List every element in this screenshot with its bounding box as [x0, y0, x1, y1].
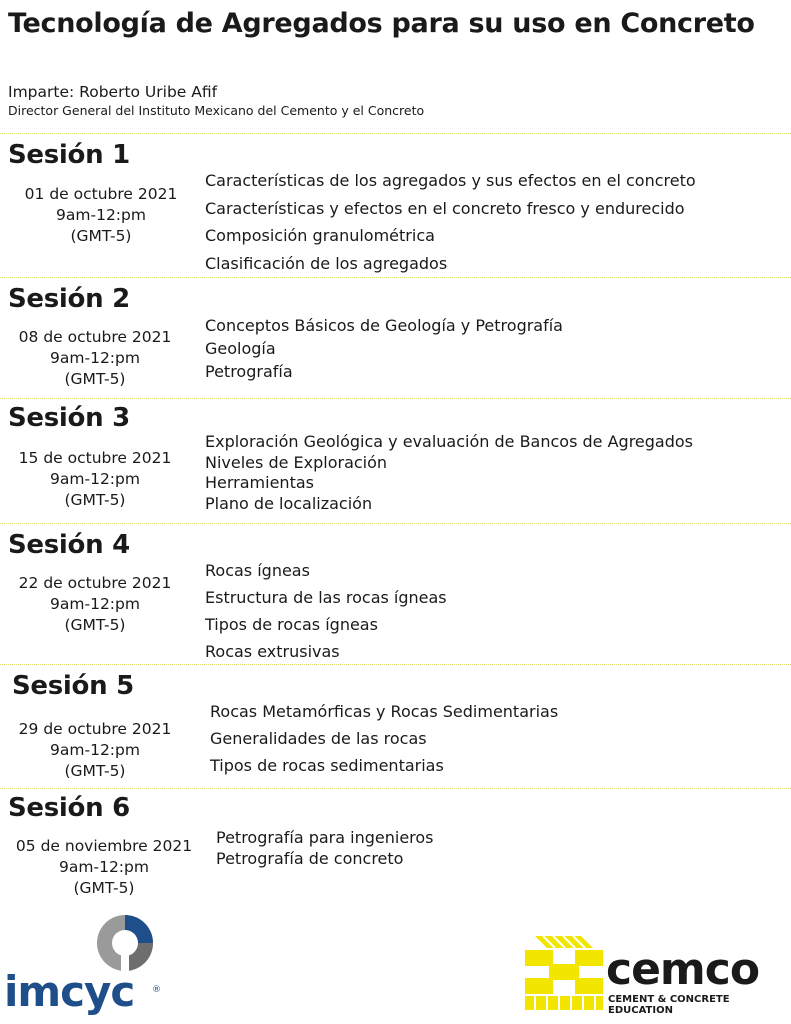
presenter-name: Imparte: Roberto Uribe Afif	[8, 83, 218, 101]
topic-item: Clasificación de los agregados	[205, 253, 448, 273]
session-schedule	[8, 184, 194, 247]
topic-list	[216, 828, 434, 869]
session-schedule	[2, 448, 188, 511]
cemco-emblem-icon	[523, 930, 605, 1012]
session-timezone: (GMT-5)	[70, 227, 132, 245]
divider	[0, 523, 791, 524]
session-time: 9am-12:pm	[50, 741, 140, 759]
session-date: 29 de octubre 2021	[18, 720, 172, 738]
topic-item: Estructura de las rocas ígneas	[205, 588, 447, 607]
session-title: Sesión 4	[8, 530, 130, 560]
topic-item: Geología	[205, 339, 276, 358]
session-timezone: (GMT-5)	[73, 879, 135, 897]
divider	[0, 277, 791, 278]
session-time: 9am-12:pm	[56, 206, 146, 224]
topic-item: Rocas ígneas	[205, 561, 310, 580]
presenter-role: Director General del Instituto Mexicano del Cemento y el Concreto	[8, 103, 425, 118]
session-date: 15 de octubre 2021	[18, 449, 172, 467]
cemco-subtitle	[608, 994, 730, 1016]
session-time: 9am-12:pm	[50, 595, 140, 613]
topic-list	[205, 557, 447, 665]
topic-item: Plano de localización	[205, 493, 373, 513]
topic-item: Petrografía de concreto	[216, 848, 404, 868]
session-title: Sesión 2	[8, 284, 130, 314]
topic-list	[205, 314, 563, 383]
topic-item: Generalidades de las rocas	[210, 729, 427, 748]
topic-item: Rocas Metamórficas y Rocas Sedimentarias	[210, 702, 559, 721]
session-schedule	[2, 719, 188, 782]
imcyc-emblem-icon	[96, 914, 154, 972]
session-title: Sesión 1	[8, 140, 130, 170]
session-schedule	[2, 573, 188, 636]
topic-item: Exploración Geológica y evaluación de Bancos de Agregados	[205, 432, 693, 451]
divider	[0, 398, 791, 399]
session-date: 01 de octubre 2021	[24, 185, 178, 203]
topic-item: Tipos de rocas ígneas	[205, 615, 378, 634]
topic-list	[205, 167, 696, 277]
cemco-subtitle-line: EDUCATION	[608, 1005, 673, 1016]
topic-item: Herramientas	[205, 473, 314, 492]
topic-item: Conceptos Básicos de Geología y Petrografía	[205, 316, 563, 335]
session-title: Sesión 6	[8, 793, 130, 823]
session-title: Sesión 5	[12, 671, 134, 701]
session-date: 08 de octubre 2021	[18, 328, 172, 346]
topic-item: Rocas extrusivas	[205, 642, 340, 661]
session-date: 22 de octubre 2021	[18, 574, 172, 592]
topic-list	[205, 432, 693, 514]
imcyc-wordmark: imcyc	[4, 967, 135, 1016]
session-schedule	[2, 327, 188, 390]
topic-item: Características y efectos en el concreto fresco y endurecido	[205, 198, 685, 218]
session-timezone: (GMT-5)	[64, 491, 126, 509]
topic-list	[210, 698, 558, 779]
session-time: 9am-12:pm	[50, 470, 140, 488]
topic-item: Petrografía para ingenieros	[216, 828, 434, 847]
divider	[0, 133, 791, 134]
cemco-subtitle-line: CEMENT & CONCRETE	[608, 994, 730, 1005]
session-timezone: (GMT-5)	[64, 762, 126, 780]
topic-item: Composición granulométrica	[205, 226, 435, 245]
divider	[0, 664, 791, 665]
session-time: 9am-12:pm	[59, 858, 149, 876]
cemco-wordmark: cemco	[606, 944, 760, 995]
session-schedule	[4, 836, 204, 899]
topic-item: Petrografía	[205, 362, 293, 381]
topic-item: Tipos de rocas sedimentarias	[210, 756, 444, 775]
session-timezone: (GMT-5)	[64, 616, 126, 634]
registered-mark: ®	[152, 985, 161, 995]
page-title: Tecnología de Agregados para su uso en Concreto	[8, 8, 755, 39]
session-time: 9am-12:pm	[50, 349, 140, 367]
topic-item: Niveles de Exploración	[205, 452, 388, 472]
session-timezone: (GMT-5)	[64, 370, 126, 388]
session-title: Sesión 3	[8, 403, 130, 433]
topic-item: Características de los agregados y sus efectos en el concreto	[205, 171, 696, 190]
divider	[0, 788, 791, 789]
session-date: 05 de noviembre 2021	[15, 837, 193, 855]
